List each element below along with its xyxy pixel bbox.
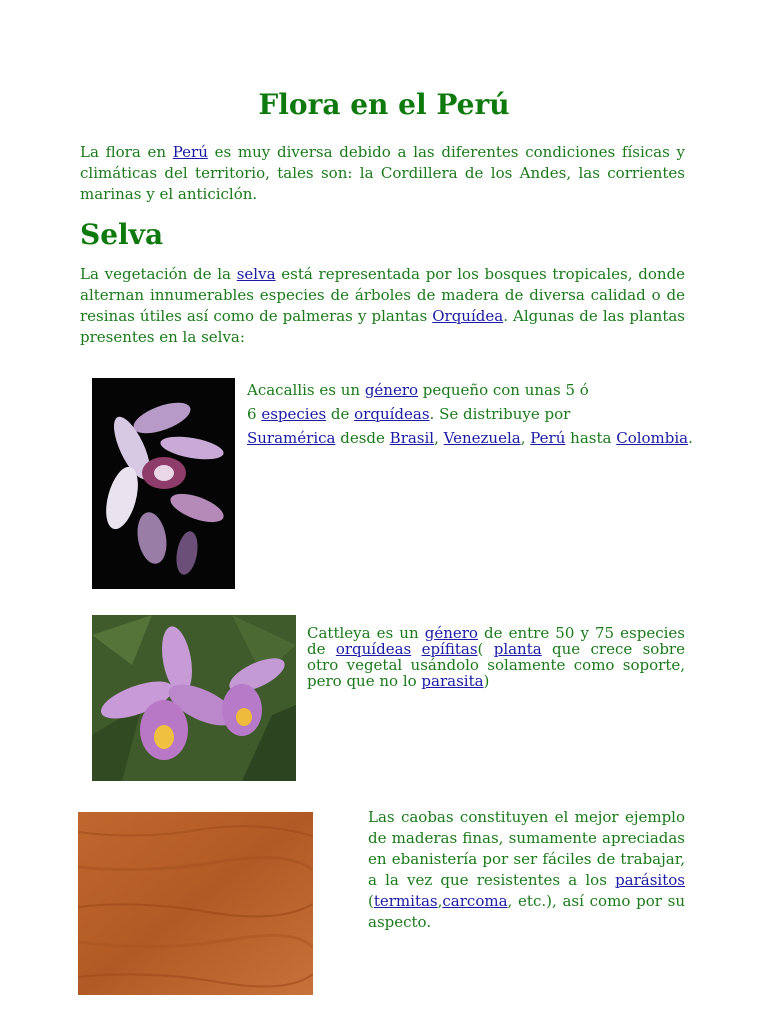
link-peru-2[interactable]: Perú (530, 429, 566, 447)
link-orquideas-2[interactable]: orquídeas (335, 640, 412, 658)
link-peru[interactable]: Perú (172, 143, 208, 161)
link-planta[interactable]: planta (493, 640, 542, 658)
link-selva[interactable]: selva (236, 265, 276, 283)
link-colombia[interactable]: Colombia (616, 429, 689, 447)
link-brasil[interactable]: Brasil (389, 429, 435, 447)
intro-paragraph: La flora en Perú es muy diversa debido a las diferentes condiciones físicas y climáticas del territorio, tales son: la Cordillera de los Andes, las corrientes marinas y el anticiclón. (80, 143, 685, 203)
cattleya-orchid-image (92, 615, 296, 781)
acacallis-description: Acacallis es un género pequeño con unas 5 ó 6 especies de orquídeas. Se distribuye por Suramérica desde Brasil, Venezuela, Perú hasta Colombia. (247, 381, 693, 447)
link-orquideas[interactable]: orquídeas (354, 405, 430, 423)
mahogany-wood-image (78, 812, 313, 995)
acacallis-orchid-image (92, 378, 235, 589)
link-parasitos[interactable]: parásitos (615, 871, 685, 889)
section-heading-selva: Selva (80, 218, 164, 251)
link-epifitas[interactable]: epífitas (421, 640, 478, 658)
link-termitas[interactable]: termitas (373, 892, 438, 910)
link-orquidea[interactable]: Orquídea (432, 307, 504, 325)
link-genero-2[interactable]: género (424, 624, 478, 642)
link-genero[interactable]: género (364, 381, 419, 399)
link-carcoma[interactable]: carcoma (442, 892, 508, 910)
caoba-description: Las caobas constituyen el mejor ejemplo de maderas finas, sumamente apreciadas en ebanistería por ser fáciles de trabajar, a la vez que resistentes a los parásitos (termitas,carcoma, etc.), así como por su aspecto. (368, 808, 685, 931)
page-title: Flora en el Perú (258, 88, 510, 121)
link-parasita[interactable]: parasita (421, 672, 484, 690)
link-venezuela[interactable]: Venezuela (443, 429, 521, 447)
cattleya-description: Cattleya es un género de entre 50 y 75 especies de orquídeas epífitas( planta que crece sobre otro vegetal usándolo solamente como soporte, pero que no lo parasita) (307, 624, 685, 690)
link-especies[interactable]: especies (261, 405, 327, 423)
selva-paragraph: La vegetación de la selva está representada por los bosques tropicales, donde alternan innumerables especies de árboles de madera de diversa calidad o de resinas útiles así como de palmeras y plantas Orquídea. Algunas de las plantas presentes en la selva: (80, 265, 685, 346)
link-suramerica[interactable]: Suramérica (247, 429, 336, 447)
